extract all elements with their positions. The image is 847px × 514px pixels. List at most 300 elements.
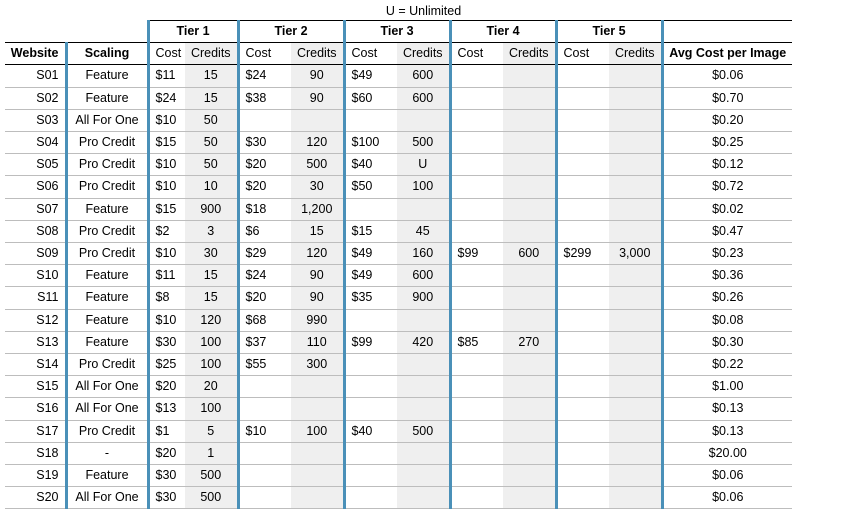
tier-3-credits-cell: 500 — [397, 420, 450, 442]
tier-1-cost-cell: $10 — [148, 243, 185, 265]
table-row — [5, 87, 792, 109]
tier-4-cost-cell — [450, 398, 503, 420]
tier-2-cost-cell: $55 — [238, 354, 291, 376]
tier-1-credits-cell: 50 — [185, 109, 238, 131]
avg-cost-cell: $0.25 — [662, 132, 792, 154]
tier-2-credits-cell: 90 — [291, 287, 344, 309]
tier-5-cost-cell — [556, 198, 609, 220]
tier-3-cost-cell: $35 — [344, 287, 397, 309]
tier-2-cost-cell — [238, 442, 291, 464]
tier-3-cost-cell: $99 — [344, 331, 397, 353]
tier-2-cost-cell: $38 — [238, 87, 291, 109]
scaling-cell: Feature — [66, 287, 148, 309]
scaling-cell: Pro Credit — [66, 176, 148, 198]
tier-3-cost-cell — [344, 376, 397, 398]
scaling-cell: All For One — [66, 109, 148, 131]
table-row — [5, 465, 792, 487]
tier-2-credits-cell — [291, 465, 344, 487]
tier-2-credits-cell — [291, 442, 344, 464]
avg-cost-cell: $0.30 — [662, 331, 792, 353]
scaling-cell: Feature — [66, 465, 148, 487]
tier-4-credits-cell — [503, 109, 556, 131]
website-cell: S03 — [5, 109, 66, 131]
tier-3-credits-cell — [397, 309, 450, 331]
tier-3-cost-cell — [344, 442, 397, 464]
tier-4-cost-cell — [450, 109, 503, 131]
tier-4-credits-cell — [503, 87, 556, 109]
tier-4-credits-cell — [503, 65, 556, 87]
tier-5-credits-cell — [609, 87, 662, 109]
scaling-cell: All For One — [66, 398, 148, 420]
scaling-cell: Pro Credit — [66, 420, 148, 442]
tier-1-credits-cell: 10 — [185, 176, 238, 198]
tier-3-cost-cell — [344, 487, 397, 509]
website-cell: S15 — [5, 376, 66, 398]
tier-3-credits-cell: 420 — [397, 331, 450, 353]
tier-1-credits-cell: 15 — [185, 87, 238, 109]
tier-4-credits-cell — [503, 176, 556, 198]
tier-3-cost-cell — [344, 109, 397, 131]
tier-4-cost-header: Cost — [450, 43, 503, 65]
scaling-header: Scaling — [66, 43, 148, 65]
avg-cost-cell: $0.02 — [662, 198, 792, 220]
website-cell: S09 — [5, 243, 66, 265]
tier-4-credits-cell — [503, 198, 556, 220]
tier-5-cost-header: Cost — [556, 43, 609, 65]
tier-header-row — [5, 21, 792, 43]
tier-3-credits-cell — [397, 354, 450, 376]
tier-2-cost-cell: $20 — [238, 154, 291, 176]
tier-2-credits-cell: 100 — [291, 420, 344, 442]
tier-2-cost-cell — [238, 109, 291, 131]
tier-3-cost-cell — [344, 309, 397, 331]
tier-5-cost-cell — [556, 65, 609, 87]
tier-2-credits-cell: 990 — [291, 309, 344, 331]
tier-1-cost-cell: $1 — [148, 420, 185, 442]
tier-4-cost-cell — [450, 465, 503, 487]
scaling-cell: Feature — [66, 265, 148, 287]
tier-2-cost-cell: $24 — [238, 265, 291, 287]
avg-header-spacer — [662, 21, 792, 43]
avg-cost-cell: $0.70 — [662, 87, 792, 109]
tier-4-header: Tier 4 — [450, 21, 556, 43]
tier-1-cost-cell: $20 — [148, 376, 185, 398]
tier-5-credits-cell: 3,000 — [609, 243, 662, 265]
website-cell: S17 — [5, 420, 66, 442]
tier-5-cost-cell — [556, 154, 609, 176]
tier-3-credits-cell: 160 — [397, 243, 450, 265]
tier-4-cost-cell — [450, 354, 503, 376]
tier-2-credits-cell: 30 — [291, 176, 344, 198]
tier-3-credits-cell: 600 — [397, 87, 450, 109]
tier-5-cost-cell — [556, 87, 609, 109]
avg-cost-cell: $0.26 — [662, 287, 792, 309]
tier-5-credits-cell — [609, 420, 662, 442]
tier-1-cost-cell: $15 — [148, 198, 185, 220]
tier-3-cost-cell — [344, 465, 397, 487]
table-row — [5, 376, 792, 398]
tier-1-cost-cell: $2 — [148, 220, 185, 242]
website-cell: S08 — [5, 220, 66, 242]
tier-3-cost-cell: $40 — [344, 420, 397, 442]
tier-3-credits-cell: 45 — [397, 220, 450, 242]
avg-cost-cell: $0.13 — [662, 398, 792, 420]
tier-4-cost-cell — [450, 265, 503, 287]
table-row — [5, 309, 792, 331]
tier-4-credits-cell — [503, 287, 556, 309]
table-row — [5, 132, 792, 154]
tier-1-credits-cell: 100 — [185, 398, 238, 420]
tier-5-credits-cell — [609, 154, 662, 176]
scaling-cell: Pro Credit — [66, 354, 148, 376]
tier-2-cost-header: Cost — [238, 43, 291, 65]
website-cell: S02 — [5, 87, 66, 109]
tier-4-cost-cell — [450, 420, 503, 442]
tier-1-cost-cell: $8 — [148, 287, 185, 309]
tier-3-credits-cell: 600 — [397, 65, 450, 87]
tier-2-credits-cell: 110 — [291, 331, 344, 353]
tier-5-credits-cell — [609, 354, 662, 376]
tier-4-cost-cell: $99 — [450, 243, 503, 265]
avg-cost-cell: $1.00 — [662, 376, 792, 398]
tier-4-cost-cell — [450, 309, 503, 331]
tier-2-credits-cell — [291, 487, 344, 509]
tier-3-credits-cell — [397, 398, 450, 420]
tier-2-credits-cell: 90 — [291, 65, 344, 87]
tier-5-credits-cell — [609, 265, 662, 287]
tier-1-cost-cell: $11 — [148, 265, 185, 287]
tier-3-cost-cell: $49 — [344, 243, 397, 265]
tier-5-credits-cell — [609, 465, 662, 487]
tier-1-credits-cell: 50 — [185, 132, 238, 154]
tier-2-credits-cell: 120 — [291, 243, 344, 265]
tier-2-credits-cell: 300 — [291, 354, 344, 376]
avg-cost-cell: $0.08 — [662, 309, 792, 331]
tier-2-cost-cell: $10 — [238, 420, 291, 442]
tier-4-credits-cell — [503, 265, 556, 287]
tier-4-cost-cell — [450, 376, 503, 398]
website-cell: S05 — [5, 154, 66, 176]
tier-1-credits-cell: 15 — [185, 65, 238, 87]
tier-1-cost-cell: $24 — [148, 87, 185, 109]
tier-1-cost-cell: $30 — [148, 331, 185, 353]
tier-5-credits-cell — [609, 398, 662, 420]
tier-4-credits-cell — [503, 465, 556, 487]
avg-cost-cell: $0.23 — [662, 243, 792, 265]
scaling-cell: All For One — [66, 487, 148, 509]
column-header-row — [5, 43, 792, 65]
website-cell: S07 — [5, 198, 66, 220]
avg-cost-cell: $0.13 — [662, 420, 792, 442]
tier-5-credits-cell — [609, 109, 662, 131]
legend-note: U = Unlimited — [385, 4, 462, 18]
tier-1-credits-cell: 100 — [185, 331, 238, 353]
website-cell: S16 — [5, 398, 66, 420]
tier-3-cost-cell: $60 — [344, 87, 397, 109]
tier-4-credits-cell: 270 — [503, 331, 556, 353]
tier-3-credits-cell: 900 — [397, 287, 450, 309]
website-cell: S06 — [5, 176, 66, 198]
pricing-table — [5, 20, 792, 509]
tier-3-cost-cell: $100 — [344, 132, 397, 154]
tier-4-credits-cell — [503, 487, 556, 509]
tier-3-cost-cell — [344, 198, 397, 220]
tier-4-cost-cell — [450, 287, 503, 309]
tier-1-cost-header: Cost — [148, 43, 185, 65]
tier-5-cost-cell — [556, 376, 609, 398]
tier-1-cost-cell: $10 — [148, 176, 185, 198]
tier-1-credits-cell: 30 — [185, 243, 238, 265]
tier-1-cost-cell: $15 — [148, 132, 185, 154]
tier-4-credits-cell — [503, 354, 556, 376]
tier-2-cost-cell: $24 — [238, 65, 291, 87]
tier-2-cost-cell: $6 — [238, 220, 291, 242]
table-row — [5, 243, 792, 265]
tier-5-credits-cell — [609, 198, 662, 220]
avg-cost-cell: $0.06 — [662, 65, 792, 87]
tier-4-cost-cell — [450, 87, 503, 109]
scaling-cell: Pro Credit — [66, 243, 148, 265]
tier-2-credits-cell — [291, 398, 344, 420]
tier-1-header: Tier 1 — [148, 21, 238, 43]
tier-3-credits-cell: U — [397, 154, 450, 176]
avg-cost-cell: $0.20 — [662, 109, 792, 131]
tier-3-credits-cell — [397, 442, 450, 464]
tier-5-header: Tier 5 — [556, 21, 662, 43]
tier-4-cost-cell — [450, 198, 503, 220]
table-row — [5, 442, 792, 464]
avg-cost-cell: $0.36 — [662, 265, 792, 287]
scaling-cell: Pro Credit — [66, 132, 148, 154]
tier-2-cost-cell: $68 — [238, 309, 291, 331]
tier-5-credits-cell — [609, 309, 662, 331]
tier-5-cost-cell — [556, 309, 609, 331]
avg-cost-cell: $0.22 — [662, 354, 792, 376]
tier-1-credits-cell: 500 — [185, 465, 238, 487]
tier-5-cost-cell — [556, 442, 609, 464]
tier-5-cost-cell — [556, 420, 609, 442]
tier-2-cost-cell: $20 — [238, 287, 291, 309]
tier-1-credits-cell: 15 — [185, 265, 238, 287]
tier-4-credits-cell — [503, 442, 556, 464]
tier-5-credits-cell — [609, 220, 662, 242]
tier-1-cost-cell: $13 — [148, 398, 185, 420]
scaling-cell: Feature — [66, 198, 148, 220]
tier-3-credits-cell: 500 — [397, 132, 450, 154]
tier-5-credits-cell — [609, 442, 662, 464]
table-row — [5, 154, 792, 176]
tier-1-cost-cell: $20 — [148, 442, 185, 464]
tier-1-cost-cell: $30 — [148, 487, 185, 509]
tier-5-credits-cell — [609, 65, 662, 87]
tier-1-cost-cell: $10 — [148, 109, 185, 131]
tier-1-credits-cell: 15 — [185, 287, 238, 309]
tier-5-cost-cell — [556, 109, 609, 131]
tier-4-credits-cell: 600 — [503, 243, 556, 265]
tier-4-credits-cell — [503, 398, 556, 420]
website-cell: S13 — [5, 331, 66, 353]
scaling-cell: All For One — [66, 376, 148, 398]
tier-4-credits-cell — [503, 420, 556, 442]
tier-3-credits-header: Credits — [397, 43, 450, 65]
tier-2-cost-cell: $30 — [238, 132, 291, 154]
tier-2-cost-cell: $29 — [238, 243, 291, 265]
tier-2-cost-cell — [238, 465, 291, 487]
tier-5-cost-cell — [556, 265, 609, 287]
tier-5-credits-cell — [609, 331, 662, 353]
tier-1-credits-cell: 100 — [185, 354, 238, 376]
tier-3-credits-cell: 100 — [397, 176, 450, 198]
tier-2-cost-cell: $20 — [238, 176, 291, 198]
tier-2-cost-cell: $37 — [238, 331, 291, 353]
tier-4-cost-cell — [450, 220, 503, 242]
tier-1-cost-cell: $30 — [148, 465, 185, 487]
tier-4-cost-cell — [450, 442, 503, 464]
tier-4-cost-cell — [450, 65, 503, 87]
avg-cost-cell: $0.06 — [662, 465, 792, 487]
tier-4-credits-cell — [503, 376, 556, 398]
website-cell: S18 — [5, 442, 66, 464]
avg-cost-cell: $20.00 — [662, 442, 792, 464]
website-cell: S20 — [5, 487, 66, 509]
tier-4-credits-header: Credits — [503, 43, 556, 65]
tier-3-credits-cell — [397, 109, 450, 131]
tier-2-credits-cell: 1,200 — [291, 198, 344, 220]
tier-5-cost-cell — [556, 176, 609, 198]
scaling-cell: Pro Credit — [66, 220, 148, 242]
tier-5-cost-cell — [556, 287, 609, 309]
tier-1-credits-cell: 500 — [185, 487, 238, 509]
tier-3-cost-cell — [344, 354, 397, 376]
website-cell: S11 — [5, 287, 66, 309]
scaling-cell: - — [66, 442, 148, 464]
tier-1-credits-cell: 5 — [185, 420, 238, 442]
avg-cost-cell: $0.72 — [662, 176, 792, 198]
table-row — [5, 220, 792, 242]
tier-2-cost-cell — [238, 398, 291, 420]
header-spacer — [5, 21, 148, 43]
table-row — [5, 176, 792, 198]
tier-5-credits-cell — [609, 176, 662, 198]
table-row — [5, 487, 792, 509]
tier-3-cost-cell: $49 — [344, 65, 397, 87]
tier-1-cost-cell: $10 — [148, 309, 185, 331]
avg-cost-header: Avg Cost per Image — [662, 43, 792, 65]
tier-5-cost-cell — [556, 354, 609, 376]
tier-4-cost-cell — [450, 154, 503, 176]
tier-1-credits-cell: 120 — [185, 309, 238, 331]
tier-3-cost-cell: $15 — [344, 220, 397, 242]
tier-5-cost-cell: $299 — [556, 243, 609, 265]
tier-4-credits-cell — [503, 132, 556, 154]
tier-1-credits-cell: 20 — [185, 376, 238, 398]
table-row — [5, 265, 792, 287]
tier-4-cost-cell — [450, 176, 503, 198]
tier-1-cost-cell: $25 — [148, 354, 185, 376]
tier-5-cost-cell — [556, 331, 609, 353]
website-cell: S10 — [5, 265, 66, 287]
tier-3-cost-cell: $49 — [344, 265, 397, 287]
tier-5-credits-cell — [609, 487, 662, 509]
tier-1-credits-cell: 50 — [185, 154, 238, 176]
tier-4-cost-cell — [450, 132, 503, 154]
avg-cost-cell: $0.06 — [662, 487, 792, 509]
tier-3-header: Tier 3 — [344, 21, 450, 43]
tier-2-credits-cell: 500 — [291, 154, 344, 176]
tier-3-credits-cell — [397, 376, 450, 398]
table-row — [5, 331, 792, 353]
tier-3-cost-cell: $50 — [344, 176, 397, 198]
tier-3-cost-cell: $40 — [344, 154, 397, 176]
tier-2-credits-cell: 120 — [291, 132, 344, 154]
tier-1-credits-header: Credits — [185, 43, 238, 65]
table-row — [5, 109, 792, 131]
table-row — [5, 287, 792, 309]
tier-1-credits-cell: 900 — [185, 198, 238, 220]
tier-5-credits-cell — [609, 132, 662, 154]
tier-2-credits-cell: 15 — [291, 220, 344, 242]
tier-3-credits-cell — [397, 198, 450, 220]
tier-4-cost-cell: $85 — [450, 331, 503, 353]
website-cell: S04 — [5, 132, 66, 154]
table-row — [5, 420, 792, 442]
tier-5-cost-cell — [556, 487, 609, 509]
tier-2-credits-header: Credits — [291, 43, 344, 65]
tier-3-credits-cell — [397, 465, 450, 487]
scaling-cell: Feature — [66, 309, 148, 331]
tier-2-credits-cell: 90 — [291, 265, 344, 287]
tier-1-cost-cell: $11 — [148, 65, 185, 87]
avg-cost-cell: $0.47 — [662, 220, 792, 242]
tier-3-credits-cell — [397, 487, 450, 509]
website-header: Website — [5, 43, 66, 65]
tier-1-cost-cell: $10 — [148, 154, 185, 176]
website-cell: S12 — [5, 309, 66, 331]
tier-2-cost-cell — [238, 376, 291, 398]
tier-5-cost-cell — [556, 132, 609, 154]
tier-2-credits-cell — [291, 376, 344, 398]
tier-2-header: Tier 2 — [238, 21, 344, 43]
scaling-cell: Feature — [66, 331, 148, 353]
tier-3-cost-header: Cost — [344, 43, 397, 65]
tier-3-credits-cell: 600 — [397, 265, 450, 287]
website-cell: S19 — [5, 465, 66, 487]
website-cell: S01 — [5, 65, 66, 87]
tier-2-credits-cell — [291, 109, 344, 131]
tier-3-cost-cell — [344, 398, 397, 420]
table-row — [5, 354, 792, 376]
tier-2-cost-cell: $18 — [238, 198, 291, 220]
scaling-cell: Feature — [66, 87, 148, 109]
tier-5-cost-cell — [556, 465, 609, 487]
tier-2-credits-cell: 90 — [291, 87, 344, 109]
scaling-cell: Pro Credit — [66, 154, 148, 176]
tier-5-credits-cell — [609, 287, 662, 309]
tier-2-cost-cell — [238, 487, 291, 509]
table-row — [5, 198, 792, 220]
tier-4-credits-cell — [503, 220, 556, 242]
tier-5-credits-cell — [609, 376, 662, 398]
tier-5-credits-header: Credits — [609, 43, 662, 65]
website-cell: S14 — [5, 354, 66, 376]
tier-5-cost-cell — [556, 220, 609, 242]
tier-1-credits-cell: 3 — [185, 220, 238, 242]
tier-5-cost-cell — [556, 398, 609, 420]
tier-4-credits-cell — [503, 154, 556, 176]
tier-4-cost-cell — [450, 487, 503, 509]
table-row — [5, 398, 792, 420]
tier-4-credits-cell — [503, 309, 556, 331]
